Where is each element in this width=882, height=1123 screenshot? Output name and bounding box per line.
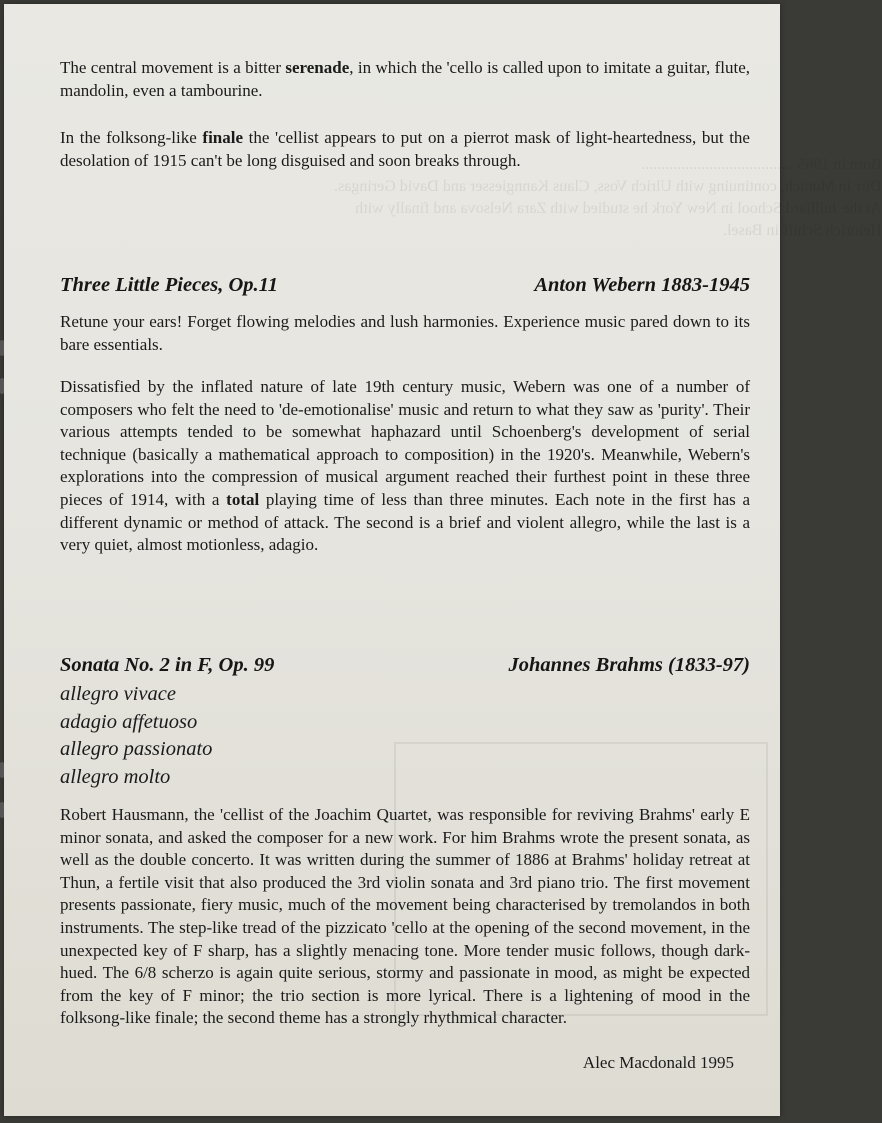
movement-item: allegro vivace xyxy=(60,683,176,705)
intro-paragraph-1: The central movement is a bitter serenade, in which the 'cello is called upon to imitate a guitar, flute, mandolin, even a tambourine. xyxy=(60,58,750,100)
binding-hole xyxy=(0,802,4,818)
binding-hole xyxy=(0,762,4,778)
brahms-body: Robert Hausmann, the 'cellist of the Joachim Quartet, was responsible for reviving Brahms' early E minor sonata, and asked the composer for a new work. For him Brahms wrote the present sonata, as well as the double concerto. It was written during the summer of 1886 at Brahms' holiday retreat at Thun, a fertile visit that also produced the 3rd violin sonata and 3rd piano trio. The first movement presents passionate, fiery music, much of the movement being characterised by tremolandos in both instruments. The step-like tread of the pizzicato 'cello at the opening of the second movement, in the unexpected key of F sharp, has a slightly menacing tone. More tender music follows, though dark-hued. The 6/8 scherzo is again quite serious, stormy and passionate in mood, as might be expected from the key of F minor; the trio section is more lyrical. There is a lightening of mood in the folksong-like finale; the second theme has a strongly rhythmical character. xyxy=(60,805,750,1028)
webern-intro: Retune your ears! Forget flowing melodies and lush harmonies. Experience music pared down to its bare essentials. xyxy=(60,312,750,354)
movement-item: adagio affetuoso xyxy=(60,710,198,733)
movement-item: allegro passionato xyxy=(60,738,213,760)
binding-hole xyxy=(0,378,4,394)
brahms-composer: Johannes Brahms (1833-97) xyxy=(508,654,750,676)
movement-item: allegro molto xyxy=(60,765,171,788)
brahms-heading xyxy=(60,654,750,677)
webern-heading xyxy=(60,274,750,297)
show-through-text: Born in 1965 ...................................... Dirr in Munich, continuing with Ulrich Voss, Claus Kanngiesser and David Geringas. At the Juilliard School in New York he studied with Zara Nelsova and finally with Heinrich Schiff in Basel. xyxy=(334,156,882,239)
booklet-page xyxy=(4,4,882,1116)
webern-body: Dissatisfied by the inflated nature of late 19th century music, Webern was one of a number of composers who felt the need to 'de-emotionalise' music and return to what they saw as 'purity'. Their various attempts tended to be somewhat haphazard until Schoenberg's development of serial technique (basically a mathematical approach to composition) in the 1920's. Meanwhile, Webern's explorations into the compression of musical argument reached their furthest point in these three pieces of 1914, with a total playing time of less than three minutes. Each note in the first has a different dynamic or method of attack. The second is a brief and violent allegro, while the last is a very quiet, almost motionless, adagio. xyxy=(60,377,750,555)
author-signature: Alec Macdonald 1995 xyxy=(582,1053,734,1072)
brahms-movements xyxy=(60,681,212,791)
webern-title: Three Little Pieces, Op.11 xyxy=(60,274,279,296)
webern-composer: Anton Webern 1883-1945 xyxy=(534,274,750,296)
brahms-title: Sonata No. 2 in F, Op. 99 xyxy=(60,654,275,676)
binding-hole xyxy=(0,340,4,356)
intro-paragraph-2: In the folksong-like finale the 'cellist appears to put on a pierrot mask of light-heartedness, but the desolation of 1915 can't be long disguised and soon breaks through. xyxy=(60,128,750,170)
